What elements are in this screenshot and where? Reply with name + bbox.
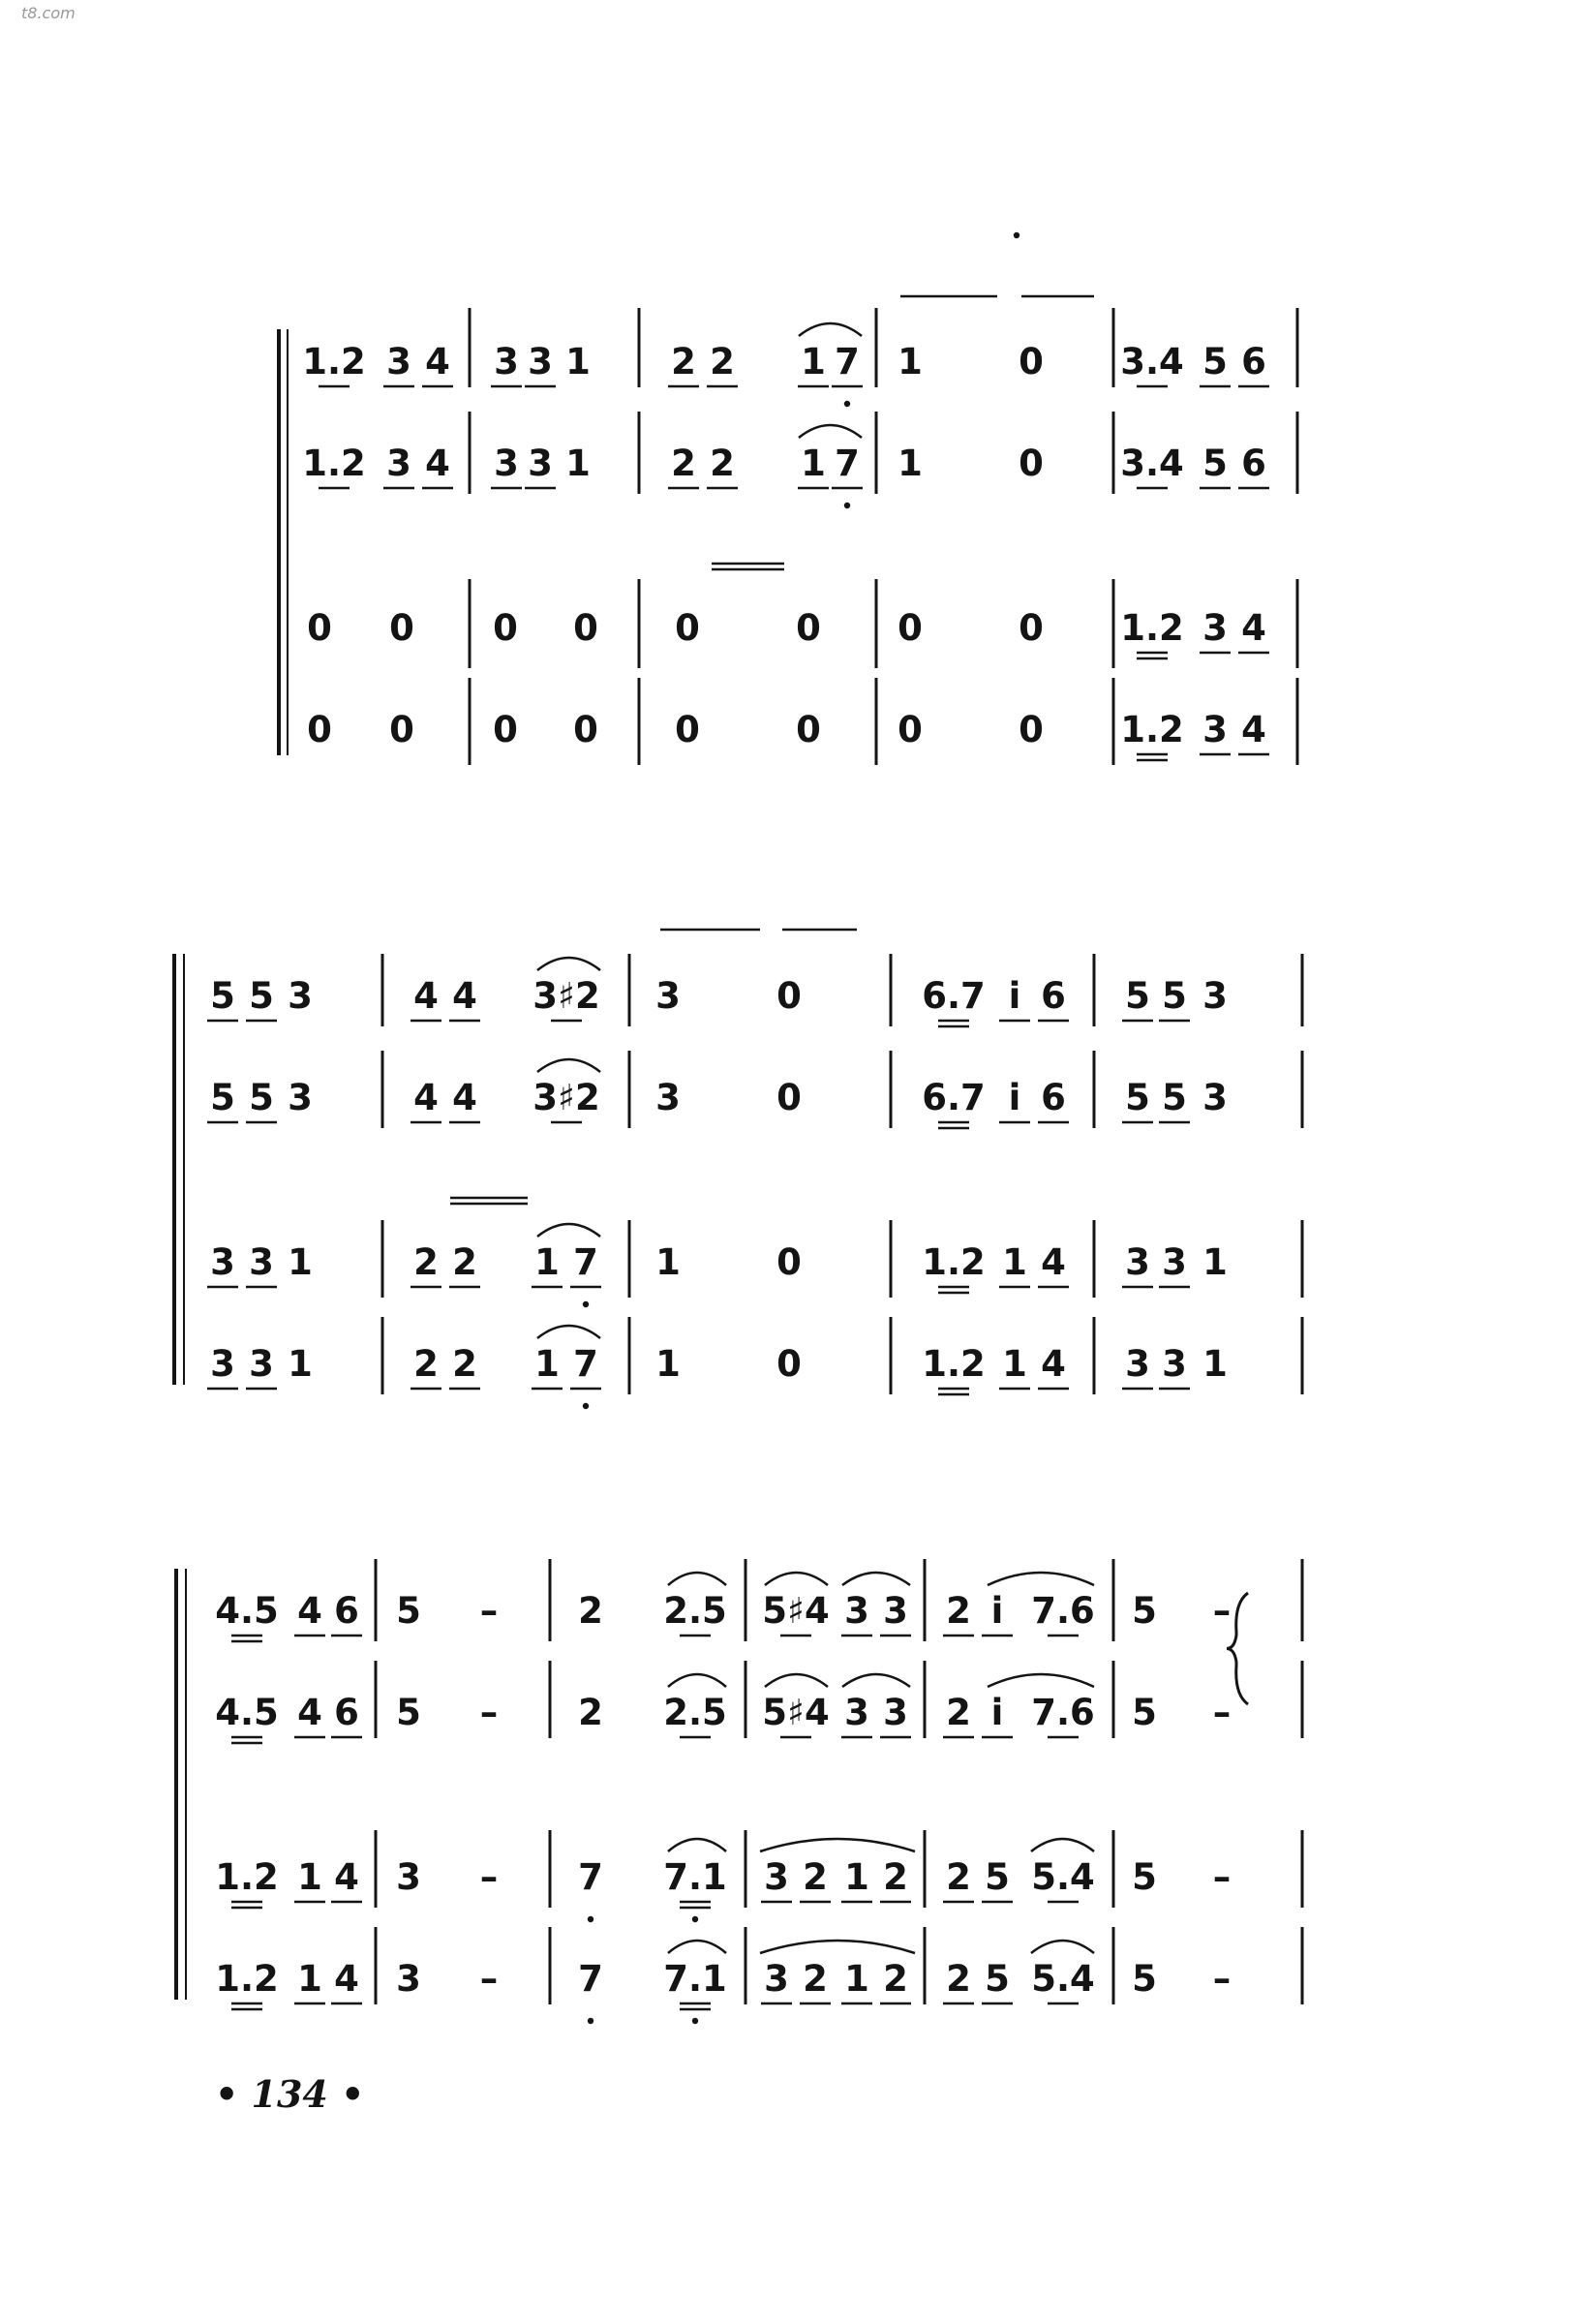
watermark: t8.com: [21, 4, 76, 22]
note-2-4-14: 1: [1202, 1343, 1228, 1385]
note-3-3-12: 5: [985, 1856, 1010, 1898]
lowdot-1-1-9: [844, 503, 850, 508]
note-3-3-5: 7: [578, 1856, 603, 1898]
note-1-4-10: 4: [1241, 709, 1266, 750]
note-1-0-11: 0: [1019, 341, 1044, 382]
note-3-0-10: 2: [946, 1590, 971, 1632]
lead-in-dot-1: [1014, 232, 1019, 238]
note-3-4-15: –: [1212, 1958, 1232, 2000]
note-1-4-8: 1.2: [1120, 709, 1184, 750]
note-2-1-11: 5: [1125, 1077, 1150, 1118]
note-1-0-0: 1.2: [302, 341, 366, 382]
note-1-1-14: 6: [1241, 443, 1266, 484]
note-2-1-2: 3: [288, 1077, 313, 1118]
note-3-1-5: 2: [578, 1692, 603, 1733]
note-3-4-2: 4: [334, 1958, 359, 2000]
note-2-4-13: 3: [1162, 1343, 1187, 1385]
slur-s3-d-1: [988, 1674, 1094, 1687]
note-3-4-13: 5.4: [1031, 1958, 1095, 2000]
note-1-3-2: 0: [493, 607, 518, 649]
note-3-1-0: 4.5: [215, 1692, 279, 1733]
note-2-4-7: 1: [655, 1343, 681, 1385]
note-3-3-7: 3: [764, 1856, 789, 1898]
note-3-1-10: 2: [946, 1692, 971, 1733]
note-1-1-3: 3: [494, 443, 519, 484]
note-2-0-12: 5: [1162, 975, 1187, 1017]
slur-s3-b-0: [765, 1573, 828, 1585]
note-1-4-2: 0: [493, 709, 518, 750]
note-1-1-12: 3.4: [1120, 443, 1184, 484]
note-2-1-6: 3: [655, 1077, 681, 1118]
note-2-1-1: 5: [249, 1077, 274, 1118]
note-1-0-1: 3: [386, 341, 411, 382]
note-1-3-4: 0: [675, 607, 700, 649]
note-2-3-14: 1: [1202, 1241, 1228, 1283]
note-1-3-10: 4: [1241, 607, 1266, 649]
note-2-3-5: 1: [534, 1241, 560, 1283]
note-2-0-6: 3: [655, 975, 681, 1017]
note-3-3-13: 5.4: [1031, 1856, 1095, 1898]
lowdot-3-4-5: [588, 2018, 593, 2024]
note-2-0-5: 3♯2: [532, 975, 600, 1017]
note-3-0-4: –: [479, 1590, 499, 1632]
note-1-0-7: 2: [710, 341, 735, 382]
note-3-3-1: 1: [297, 1856, 322, 1898]
note-1-0-6: 2: [671, 341, 696, 382]
note-2-1-3: 4: [413, 1077, 439, 1118]
slur-s3-a-0: [668, 1573, 726, 1585]
note-3-4-6: 7.1: [663, 1958, 727, 2000]
note-3-0-0: 4.5: [215, 1590, 279, 1632]
note-1-1-2: 4: [425, 443, 450, 484]
note-2-3-2: 1: [288, 1241, 313, 1283]
slur-s3-lo-c-4: [1031, 1941, 1094, 1953]
note-1-3-0: 0: [307, 607, 332, 649]
note-3-1-7: 5♯4: [762, 1692, 830, 1733]
note-1-3-5: 0: [796, 607, 821, 649]
slur-s3-a-1: [668, 1674, 726, 1687]
lowdot-2-4-6: [583, 1403, 589, 1409]
note-3-4-7: 3: [764, 1958, 789, 2000]
note-2-3-7: 1: [655, 1241, 681, 1283]
note-2-1-8: 6.7: [922, 1077, 986, 1118]
note-3-1-11: i: [990, 1692, 1004, 1733]
note-1-3-7: 0: [1019, 607, 1044, 649]
note-2-0-7: 0: [776, 975, 802, 1017]
note-3-4-0: 1.2: [215, 1958, 279, 2000]
note-1-0-13: 5: [1202, 341, 1228, 382]
note-3-0-6: 2.5: [663, 1590, 727, 1632]
note-3-1-9: 3: [883, 1692, 908, 1733]
note-2-4-12: 3: [1125, 1343, 1150, 1385]
note-3-4-8: 2: [803, 1958, 828, 2000]
note-1-1-10: 1: [897, 443, 923, 484]
note-3-3-0: 1.2: [215, 1856, 279, 1898]
note-2-0-1: 5: [249, 975, 274, 1017]
slur-s3-lo-b-3: [760, 1839, 915, 1851]
note-3-3-11: 2: [946, 1856, 971, 1898]
note-3-0-9: 3: [883, 1590, 908, 1632]
note-1-0-9: 7: [835, 341, 860, 382]
note-2-0-10: 6: [1041, 975, 1066, 1017]
slur-s3-lo-a-3: [668, 1839, 726, 1851]
note-1-0-2: 4: [425, 341, 450, 382]
lowdot-3-3-6: [692, 1916, 698, 1922]
note-1-0-5: 1: [565, 341, 591, 382]
note-2-0-3: 4: [413, 975, 439, 1017]
note-3-0-12: 7.6: [1031, 1590, 1095, 1632]
note-2-4-8: 0: [776, 1343, 802, 1385]
note-2-1-4: 4: [452, 1077, 477, 1118]
note-3-4-10: 2: [883, 1958, 908, 2000]
note-2-0-13: 3: [1202, 975, 1228, 1017]
note-2-3-4: 2: [452, 1241, 477, 1283]
slur-s2-1: [537, 1059, 600, 1072]
note-3-0-7: 5♯4: [762, 1590, 830, 1632]
note-2-3-1: 3: [249, 1241, 274, 1283]
note-3-1-13: 5: [1132, 1692, 1157, 1733]
slur-s2-lo-4: [537, 1326, 600, 1338]
page-number: • 134 •: [215, 2072, 365, 2116]
note-2-1-12: 5: [1162, 1077, 1187, 1118]
note-2-4-2: 1: [288, 1343, 313, 1385]
note-3-0-11: i: [990, 1590, 1004, 1632]
note-3-3-8: 2: [803, 1856, 828, 1898]
note-1-1-11: 0: [1019, 443, 1044, 484]
note-1-1-7: 2: [710, 443, 735, 484]
note-3-3-15: –: [1212, 1856, 1232, 1898]
note-3-4-11: 2: [946, 1958, 971, 2000]
note-3-4-12: 5: [985, 1958, 1010, 2000]
note-2-4-3: 2: [413, 1343, 439, 1385]
note-2-3-0: 3: [210, 1241, 235, 1283]
note-2-3-9: 1.2: [922, 1241, 986, 1283]
note-3-1-3: 5: [396, 1692, 421, 1733]
note-2-3-12: 3: [1125, 1241, 1150, 1283]
note-2-4-6: 7: [573, 1343, 598, 1385]
note-3-1-2: 6: [334, 1692, 359, 1733]
note-1-1-5: 1: [565, 443, 591, 484]
note-2-0-11: 5: [1125, 975, 1150, 1017]
note-3-4-3: 3: [396, 1958, 421, 2000]
note-2-0-0: 5: [210, 975, 235, 1017]
note-1-1-8: 1: [801, 443, 826, 484]
note-3-4-5: 7: [578, 1958, 603, 2000]
note-2-4-0: 3: [210, 1343, 235, 1385]
slur-s3-c-0: [842, 1573, 910, 1585]
note-3-1-4: –: [479, 1692, 499, 1733]
note-3-4-1: 1: [297, 1958, 322, 2000]
note-3-4-9: 1: [844, 1958, 869, 2000]
note-2-1-7: 0: [776, 1077, 802, 1118]
note-3-1-6: 2.5: [663, 1692, 727, 1733]
note-3-3-14: 5: [1132, 1856, 1157, 1898]
note-3-3-2: 4: [334, 1856, 359, 1898]
note-3-0-2: 6: [334, 1590, 359, 1632]
note-1-0-8: 1: [801, 341, 826, 382]
note-2-3-6: 7: [573, 1241, 598, 1283]
note-3-3-3: 3: [396, 1856, 421, 1898]
note-2-0-9: i: [1008, 975, 1021, 1017]
note-3-1-12: 7.6: [1031, 1692, 1095, 1733]
note-2-4-1: 3: [249, 1343, 274, 1385]
slur-s2-lo-3: [537, 1224, 600, 1237]
note-2-0-4: 4: [452, 975, 477, 1017]
note-2-0-8: 6.7: [922, 975, 986, 1017]
note-1-1-0: 1.2: [302, 443, 366, 484]
note-3-3-6: 7.1: [663, 1856, 727, 1898]
note-1-4-6: 0: [897, 709, 923, 750]
note-2-3-3: 2: [413, 1241, 439, 1283]
note-3-1-8: 3: [844, 1692, 869, 1733]
slur-s1-1: [799, 425, 862, 438]
note-1-0-10: 1: [897, 341, 923, 382]
slur-s3-d-0: [988, 1573, 1094, 1585]
note-1-3-3: 0: [573, 607, 598, 649]
note-2-4-10: 1: [1002, 1343, 1027, 1385]
note-3-0-1: 4: [297, 1590, 322, 1632]
note-2-1-9: i: [1008, 1077, 1021, 1118]
note-2-1-0: 5: [210, 1077, 235, 1118]
note-2-3-11: 4: [1041, 1241, 1066, 1283]
lowdot-1-0-9: [844, 401, 850, 407]
note-2-4-11: 4: [1041, 1343, 1066, 1385]
note-1-1-6: 2: [671, 443, 696, 484]
note-1-1-1: 3: [386, 443, 411, 484]
note-3-4-4: –: [479, 1958, 499, 2000]
slur-s3-lo-b-4: [760, 1941, 915, 1953]
note-2-1-13: 3: [1202, 1077, 1228, 1118]
note-3-3-10: 2: [883, 1856, 908, 1898]
slur-s3-b-1: [765, 1674, 828, 1687]
lowdot-3-3-5: [588, 1916, 593, 1922]
note-1-4-7: 0: [1019, 709, 1044, 750]
note-1-0-14: 6: [1241, 341, 1266, 382]
slur-s3-c-1: [842, 1674, 910, 1687]
note-3-0-5: 2: [578, 1590, 603, 1632]
note-1-4-9: 3: [1202, 709, 1228, 750]
note-1-3-6: 0: [897, 607, 923, 649]
note-3-1-1: 4: [297, 1692, 322, 1733]
note-2-3-10: 1: [1002, 1241, 1027, 1283]
note-1-1-4: 3: [528, 443, 553, 484]
note-2-1-10: 6: [1041, 1077, 1066, 1118]
note-2-0-2: 3: [288, 975, 313, 1017]
note-2-3-13: 3: [1162, 1241, 1187, 1283]
note-1-4-0: 0: [307, 709, 332, 750]
note-3-0-3: 5: [396, 1590, 421, 1632]
note-3-3-4: –: [479, 1856, 499, 1898]
note-3-0-14: –: [1212, 1590, 1232, 1632]
note-1-0-12: 3.4: [1120, 341, 1184, 382]
note-3-3-9: 1: [844, 1856, 869, 1898]
note-1-0-4: 3: [528, 341, 553, 382]
lowdot-3-4-6: [692, 2018, 698, 2024]
slur-s2-0: [537, 958, 600, 970]
note-1-1-9: 7: [835, 443, 860, 484]
note-2-4-5: 1: [534, 1343, 560, 1385]
lowdot-2-3-6: [583, 1301, 589, 1307]
note-1-4-5: 0: [796, 709, 821, 750]
note-1-3-9: 3: [1202, 607, 1228, 649]
note-1-0-3: 3: [494, 341, 519, 382]
note-2-3-8: 0: [776, 1241, 802, 1283]
note-1-4-1: 0: [389, 709, 414, 750]
note-1-3-8: 1.2: [1120, 607, 1184, 649]
slur-s3-lo-a-4: [668, 1941, 726, 1953]
note-1-3-1: 0: [389, 607, 414, 649]
note-3-1-14: –: [1212, 1692, 1232, 1733]
note-1-1-13: 5: [1202, 443, 1228, 484]
note-3-4-14: 5: [1132, 1958, 1157, 2000]
slur-s1-0: [799, 323, 862, 336]
note-3-0-8: 3: [844, 1590, 869, 1632]
slur-s3-lo-c-3: [1031, 1839, 1094, 1851]
note-1-4-3: 0: [573, 709, 598, 750]
note-2-1-5: 3♯2: [532, 1077, 600, 1118]
note-2-4-4: 2: [452, 1343, 477, 1385]
note-2-4-9: 1.2: [922, 1343, 986, 1385]
note-3-0-13: 5: [1132, 1590, 1157, 1632]
note-1-4-4: 0: [675, 709, 700, 750]
